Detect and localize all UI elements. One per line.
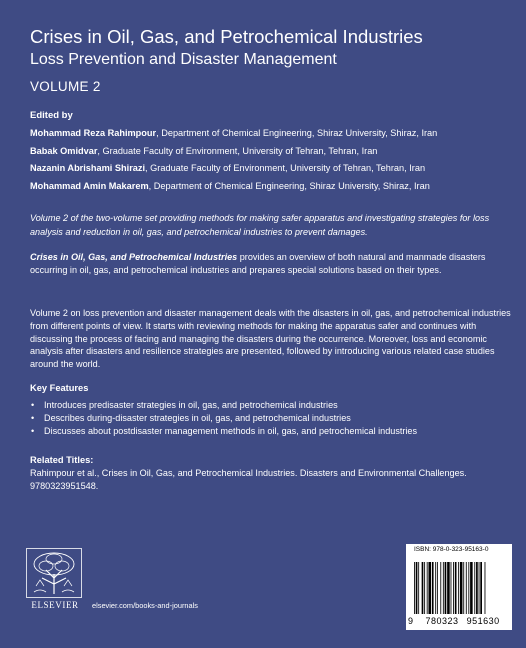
barcode-bar	[466, 562, 467, 614]
editors-heading: Edited by	[30, 110, 73, 121]
publisher-name: ELSEVIER	[31, 600, 79, 610]
barcode-bar	[480, 562, 482, 614]
barcode-bar	[443, 562, 444, 614]
barcode-bar	[445, 562, 447, 614]
barcode-bar	[451, 562, 452, 614]
barcode-box	[406, 544, 512, 630]
barcode-group-2: 951630	[466, 616, 500, 626]
barcode-number	[408, 616, 510, 626]
barcode-bar	[453, 562, 454, 614]
editor-name: Babak Omidvar	[30, 145, 98, 156]
editor-name: Mohammad Reza Rahimpour	[30, 128, 157, 138]
barcode-bar	[463, 562, 464, 614]
publisher-url[interactable]: elsevier.com/books-and-journals	[92, 601, 198, 610]
barcode-bar	[479, 562, 480, 614]
feature-text: Discusses about postdisaster management methods in oil, gas, and petrochemical industries	[44, 425, 418, 436]
barcode-bar	[474, 562, 475, 614]
book-subtitle: Loss Prevention and Disaster Management	[30, 51, 337, 68]
key-features-heading: Key Features	[30, 383, 89, 393]
barcode-group-1: 780323	[425, 616, 459, 626]
barcode-icon	[414, 562, 504, 614]
editor-affiliation: , Graduate Faculty of Environment, University of Tehran, Tehran, Iran	[97, 145, 378, 156]
paragraph1-text: provides an overview of both natural and manmade disasters occurring in oil, gas, and petrochemical industries and prepares special solutions based on their types.	[30, 252, 486, 275]
feature-text: Introduces predisaster strategies in oil, gas, and petrochemical industries	[44, 400, 338, 410]
editor-name: Nazanin Abrishami Shirazi	[30, 163, 146, 173]
barcode-bar	[418, 562, 419, 614]
barcode-bar	[414, 562, 415, 614]
barcode-bar	[437, 562, 438, 614]
editor-entry	[30, 162, 510, 174]
key-features-list	[30, 399, 512, 437]
editor-entry	[30, 145, 510, 157]
description-paragraph-1	[30, 251, 512, 277]
barcode-bar	[455, 562, 457, 614]
barcode-bar	[468, 562, 469, 614]
barcode-bar	[435, 562, 436, 614]
book-title-inline: Crises in Oil, Gas, and Petrochemical Industries	[30, 252, 238, 262]
barcode-bar	[424, 562, 425, 614]
barcode-bar	[447, 562, 450, 614]
editor-affiliation: , Department of Chemical Engineering, Shiraz University, Shiraz, Iran	[156, 128, 438, 138]
barcode-bar	[485, 562, 486, 614]
list-item	[30, 425, 512, 438]
barcode-bar	[476, 562, 478, 614]
barcode-bar	[428, 562, 431, 614]
barcode-bar	[422, 562, 424, 614]
editor-entry	[30, 180, 510, 192]
barcode-bar	[470, 562, 473, 614]
list-item	[30, 412, 512, 425]
feature-text: Describes during-disaster strategies in oil, gas, and petrochemical industries	[44, 412, 351, 423]
barcode-bar	[427, 562, 428, 614]
bullet-icon: •	[31, 400, 35, 410]
book-title: Crises in Oil, Gas, and Petrochemical Industries	[30, 26, 423, 47]
list-item	[30, 399, 512, 412]
elsevier-tree-logo-icon	[26, 548, 82, 598]
barcode-bar	[460, 562, 463, 614]
editor-affiliation: , Graduate Faculty of Environment, University of Tehran, Tehran, Iran	[145, 163, 426, 173]
barcode-bar	[458, 562, 459, 614]
editor-name: Mohammad Amin Makarem	[30, 180, 149, 191]
barcode-digit-prefix: 9	[408, 616, 414, 626]
barcode-bar	[432, 562, 434, 614]
bullet-icon: •	[31, 425, 35, 436]
related-titles-heading: Related Titles:	[30, 455, 94, 465]
related-titles-text: Rahimpour et al., Crises in Oil, Gas, and Petrochemical Industries. Disasters and Environmental Challenges. 9780323951548.	[30, 468, 467, 491]
intro-italic: Volume 2 of the two-volume set providing methods for making safer apparatus and investigating strategies for loss analysis and reduction in oil, gas, and petrochemical industries to prevent damages.	[30, 213, 490, 237]
barcode-bar	[440, 562, 441, 614]
editors-section	[30, 110, 510, 197]
description-paragraph-2: Volume 2 on loss prevention and disaster management deals with the disasters in oil, gas, and petrochemical industries from different points of view. It starts with reviewing methods for making the apparatus safer and continues with discussing the process of facing and managing the disasters during the occurrence. Moreover, loss and economic analysis after disasters and resilience strategies are presented, followed by introducing various related case studies around the world.	[30, 308, 511, 370]
editor-affiliation: , Department of Chemical Engineering, Shiraz University, Shiraz, Iran	[148, 180, 430, 191]
isbn-label: ISBN: 978-0-323-95163-0	[414, 546, 489, 553]
barcode-bar	[416, 562, 418, 614]
bullet-icon: •	[31, 412, 35, 423]
volume-label: VOLUME 2	[30, 79, 101, 94]
editor-entry	[30, 127, 510, 139]
